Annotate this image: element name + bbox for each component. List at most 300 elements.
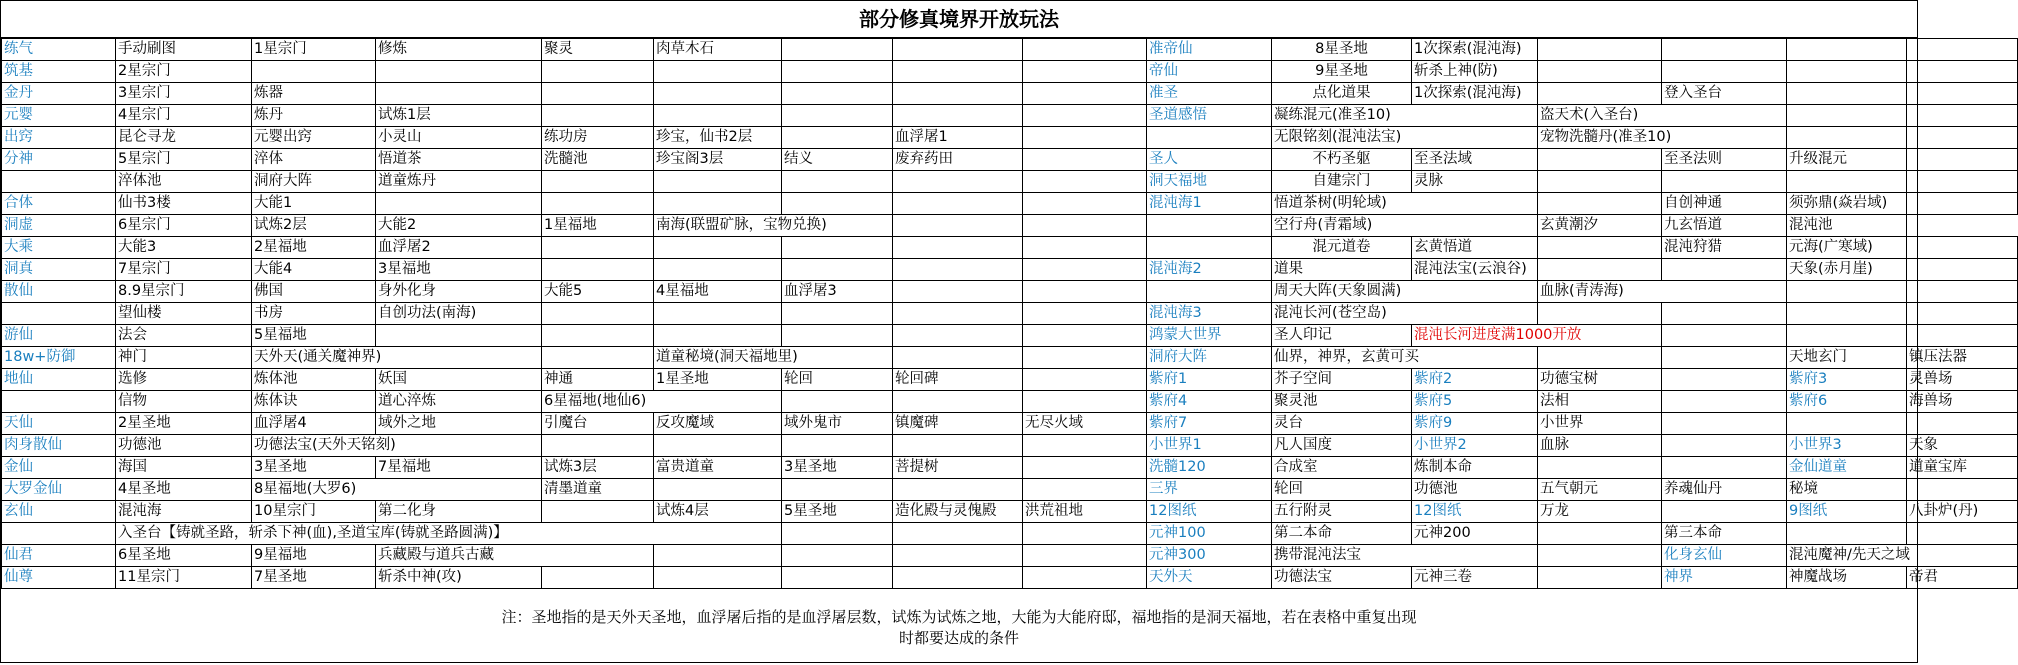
table-cell[interactable]: 1星圣地 bbox=[654, 369, 782, 391]
table-cell[interactable]: 试炼2层 bbox=[252, 215, 376, 237]
table-cell[interactable] bbox=[1023, 171, 1147, 193]
table-cell[interactable]: 肉身散仙 bbox=[2, 435, 116, 457]
table-cell[interactable]: 升级混元 bbox=[1787, 149, 1907, 171]
table-cell[interactable]: 混沌海2 bbox=[1147, 259, 1272, 281]
table-cell[interactable] bbox=[654, 193, 782, 215]
table-cell[interactable]: 灵兽场 bbox=[1907, 369, 2018, 391]
table-cell[interactable] bbox=[1023, 369, 1147, 391]
table-cell[interactable] bbox=[893, 545, 1023, 567]
table-cell[interactable] bbox=[1662, 413, 1787, 435]
table-cell[interactable] bbox=[1907, 171, 2018, 193]
table-cell[interactable]: 至圣法则 bbox=[1662, 149, 1787, 171]
table-cell[interactable]: 入圣台【铸就圣路，斩杀下神(血),圣道宝库(铸就圣路圆满)】 bbox=[116, 523, 782, 545]
table-cell[interactable]: 混沌池 bbox=[1787, 215, 1907, 237]
table-cell[interactable] bbox=[1538, 545, 1662, 567]
table-cell[interactable] bbox=[1662, 391, 1787, 413]
table-cell[interactable] bbox=[1787, 523, 1907, 545]
table-cell[interactable]: 金仙 bbox=[2, 457, 116, 479]
table-cell[interactable] bbox=[1907, 281, 2018, 303]
table-cell[interactable]: 3星圣地 bbox=[782, 457, 893, 479]
table-cell[interactable]: 小世界3 bbox=[1787, 435, 1907, 457]
table-cell[interactable]: 紫府3 bbox=[1787, 369, 1907, 391]
table-cell[interactable] bbox=[376, 193, 542, 215]
table-cell[interactable] bbox=[1023, 149, 1147, 171]
table-cell[interactable] bbox=[1538, 303, 1662, 325]
table-cell[interactable] bbox=[1023, 215, 1147, 237]
table-cell[interactable]: 元神300 bbox=[1147, 545, 1272, 567]
table-cell[interactable] bbox=[1023, 545, 1147, 567]
table-cell[interactable]: 9星圣地 bbox=[1272, 61, 1412, 83]
table-cell[interactable]: 小世界1 bbox=[1147, 435, 1272, 457]
table-cell[interactable] bbox=[654, 105, 782, 127]
table-cell[interactable] bbox=[2, 171, 116, 193]
table-cell[interactable] bbox=[654, 303, 782, 325]
table-cell[interactable]: 散仙 bbox=[2, 281, 116, 303]
table-cell[interactable]: 金仙道童 bbox=[1787, 457, 1907, 479]
table-cell[interactable] bbox=[654, 325, 782, 347]
table-cell[interactable] bbox=[1787, 281, 1907, 303]
table-cell[interactable] bbox=[1662, 61, 1787, 83]
table-cell[interactable]: 镇压法器 bbox=[1907, 347, 2018, 369]
table-cell[interactable]: 信物 bbox=[116, 391, 252, 413]
table-cell[interactable] bbox=[1538, 149, 1662, 171]
table-cell[interactable] bbox=[1538, 259, 1662, 281]
table-cell[interactable] bbox=[1787, 303, 1907, 325]
table-cell[interactable]: 元神100 bbox=[1147, 523, 1272, 545]
table-cell[interactable] bbox=[1907, 105, 2018, 127]
table-cell[interactable] bbox=[1023, 39, 1147, 61]
table-cell[interactable] bbox=[1662, 39, 1787, 61]
table-cell[interactable]: 空行舟(青霜域) bbox=[1272, 215, 1538, 237]
table-cell[interactable]: 凡人国度 bbox=[1272, 435, 1412, 457]
table-cell[interactable]: 九玄悟道 bbox=[1662, 215, 1787, 237]
table-cell[interactable] bbox=[1787, 325, 1907, 347]
table-cell[interactable] bbox=[1662, 259, 1787, 281]
table-cell[interactable] bbox=[1023, 61, 1147, 83]
table-cell[interactable] bbox=[542, 435, 654, 457]
table-cell[interactable] bbox=[893, 567, 1023, 589]
table-cell[interactable]: 第三本命 bbox=[1662, 523, 1787, 545]
table-cell[interactable]: 2星福地 bbox=[252, 237, 376, 259]
table-cell[interactable] bbox=[542, 259, 654, 281]
table-cell[interactable] bbox=[1907, 237, 2018, 259]
table-cell[interactable] bbox=[1538, 61, 1662, 83]
table-cell[interactable]: 1次探索(混沌海) bbox=[1412, 39, 1538, 61]
table-cell[interactable]: 至圣法域 bbox=[1412, 149, 1538, 171]
table-cell[interactable]: 准圣 bbox=[1147, 83, 1272, 105]
table-cell[interactable]: 海国 bbox=[116, 457, 252, 479]
table-cell[interactable]: 大乘 bbox=[2, 237, 116, 259]
table-cell[interactable] bbox=[893, 193, 1023, 215]
table-cell[interactable]: 域外之地 bbox=[376, 413, 542, 435]
table-cell[interactable]: 轮回 bbox=[782, 369, 893, 391]
table-cell[interactable] bbox=[1023, 347, 1147, 369]
table-cell[interactable]: 准帝仙 bbox=[1147, 39, 1272, 61]
table-cell[interactable] bbox=[1907, 303, 2018, 325]
table-cell[interactable] bbox=[1907, 127, 2018, 149]
table-cell[interactable]: 芥子空间 bbox=[1272, 369, 1412, 391]
table-cell[interactable] bbox=[782, 391, 893, 413]
table-cell[interactable]: 法相 bbox=[1538, 391, 1662, 413]
table-cell[interactable] bbox=[1662, 325, 1787, 347]
table-cell[interactable]: 修炼 bbox=[376, 39, 542, 61]
table-cell[interactable]: 6星宗门 bbox=[116, 215, 252, 237]
table-cell[interactable] bbox=[1787, 39, 1907, 61]
table-cell[interactable] bbox=[782, 479, 893, 501]
table-cell[interactable]: 3星圣地 bbox=[252, 457, 376, 479]
table-cell[interactable] bbox=[1907, 523, 2018, 545]
table-cell[interactable] bbox=[893, 479, 1023, 501]
table-cell[interactable]: 法会 bbox=[116, 325, 252, 347]
table-cell[interactable]: 炼丹 bbox=[252, 105, 376, 127]
table-cell[interactable]: 神界 bbox=[1662, 567, 1787, 589]
table-cell[interactable]: 功德池 bbox=[116, 435, 252, 457]
table-cell[interactable]: 镇魔碑 bbox=[893, 413, 1023, 435]
table-cell[interactable] bbox=[893, 523, 1023, 545]
table-cell[interactable] bbox=[1023, 435, 1147, 457]
table-cell[interactable]: 秘境 bbox=[1787, 479, 1907, 501]
table-cell[interactable] bbox=[1023, 303, 1147, 325]
table-cell[interactable]: 4星宗门 bbox=[116, 105, 252, 127]
table-cell[interactable] bbox=[782, 105, 893, 127]
table-cell[interactable]: 5星福地 bbox=[252, 325, 376, 347]
table-cell[interactable]: 域外鬼市 bbox=[782, 413, 893, 435]
table-cell[interactable]: 天象(赤月崖) bbox=[1787, 259, 1907, 281]
table-cell[interactable]: 废弃药田 bbox=[893, 149, 1023, 171]
table-cell[interactable] bbox=[1538, 567, 1662, 589]
table-cell[interactable]: 五气朝元 bbox=[1538, 479, 1662, 501]
table-cell[interactable]: 大能3 bbox=[116, 237, 252, 259]
table-cell[interactable]: 选修 bbox=[116, 369, 252, 391]
table-cell[interactable] bbox=[782, 171, 893, 193]
table-cell[interactable] bbox=[1538, 39, 1662, 61]
table-cell[interactable]: 珍宝阁3层 bbox=[654, 149, 782, 171]
table-cell[interactable] bbox=[542, 61, 654, 83]
table-cell[interactable] bbox=[1538, 523, 1662, 545]
table-cell[interactable] bbox=[782, 567, 893, 589]
table-cell[interactable]: 自创神通 bbox=[1662, 193, 1787, 215]
table-cell[interactable] bbox=[782, 61, 893, 83]
table-cell[interactable] bbox=[1907, 39, 2018, 61]
table-cell[interactable]: 试炼3层 bbox=[542, 457, 654, 479]
table-cell[interactable]: 道童炼丹 bbox=[376, 171, 542, 193]
table-cell[interactable] bbox=[1662, 171, 1787, 193]
table-cell[interactable] bbox=[1023, 127, 1147, 149]
table-cell[interactable]: 养魂仙丹 bbox=[1662, 479, 1787, 501]
table-cell[interactable]: 玄黄悟道 bbox=[1412, 237, 1538, 259]
table-cell[interactable] bbox=[654, 61, 782, 83]
table-cell[interactable]: 合成室 bbox=[1272, 457, 1412, 479]
table-cell[interactable] bbox=[1538, 171, 1662, 193]
table-cell[interactable] bbox=[542, 567, 654, 589]
table-cell[interactable]: 须弥鼎(焱岩域) bbox=[1787, 193, 1907, 215]
table-cell[interactable]: 神通 bbox=[542, 369, 654, 391]
table-cell[interactable]: 小灵山 bbox=[376, 127, 542, 149]
table-cell[interactable] bbox=[893, 391, 1023, 413]
table-cell[interactable]: 筑基 bbox=[2, 61, 116, 83]
table-cell[interactable]: 洞府大阵 bbox=[252, 171, 376, 193]
table-cell[interactable]: 12图纸 bbox=[1147, 501, 1272, 523]
table-cell[interactable] bbox=[2, 523, 116, 545]
table-cell[interactable]: 道童秘境(洞天福地里) bbox=[654, 347, 893, 369]
table-cell[interactable]: 炼体诀 bbox=[252, 391, 376, 413]
table-cell[interactable]: 紫府6 bbox=[1787, 391, 1907, 413]
table-cell[interactable] bbox=[654, 435, 782, 457]
table-cell[interactable] bbox=[542, 171, 654, 193]
table-cell[interactable]: 洞虚 bbox=[2, 215, 116, 237]
table-cell[interactable]: 宠物洗髓丹(准圣10) bbox=[1538, 127, 1787, 149]
table-cell[interactable]: 大罗金仙 bbox=[2, 479, 116, 501]
table-cell[interactable] bbox=[542, 83, 654, 105]
table-cell[interactable]: 洗髓池 bbox=[542, 149, 654, 171]
table-cell[interactable]: 轮回 bbox=[1272, 479, 1412, 501]
table-cell[interactable] bbox=[1023, 193, 1147, 215]
table-cell[interactable]: 6星圣地 bbox=[116, 545, 252, 567]
table-cell[interactable]: 功德法宝(天外天铭刻) bbox=[252, 435, 542, 457]
table-cell[interactable] bbox=[654, 237, 782, 259]
table-cell[interactable]: 7星圣地 bbox=[252, 567, 376, 589]
table-cell[interactable]: 造化殿与灵傀殿 bbox=[893, 501, 1023, 523]
table-cell[interactable] bbox=[1787, 127, 1907, 149]
table-cell[interactable] bbox=[782, 435, 893, 457]
table-cell[interactable]: 3星福地 bbox=[376, 259, 542, 281]
table-cell[interactable]: 混沌法宝(云浪谷) bbox=[1412, 259, 1538, 281]
table-cell[interactable]: 帝仙 bbox=[1147, 61, 1272, 83]
table-cell[interactable]: 血浮屠2 bbox=[376, 237, 542, 259]
table-cell[interactable]: 聚灵 bbox=[542, 39, 654, 61]
table-cell[interactable] bbox=[1023, 237, 1147, 259]
table-cell[interactable]: 大能4 bbox=[252, 259, 376, 281]
table-cell[interactable]: 8.9星宗门 bbox=[116, 281, 252, 303]
table-cell[interactable]: 妖国 bbox=[376, 369, 542, 391]
table-cell[interactable]: 天象 bbox=[1907, 435, 2018, 457]
table-cell[interactable] bbox=[1662, 347, 1787, 369]
table-cell[interactable] bbox=[893, 83, 1023, 105]
table-cell[interactable] bbox=[542, 237, 654, 259]
table-cell[interactable]: 血脉 bbox=[1538, 435, 1662, 457]
table-cell[interactable]: 富贵道童 bbox=[654, 457, 782, 479]
table-cell[interactable]: 紫府1 bbox=[1147, 369, 1272, 391]
table-cell[interactable]: 灵脉 bbox=[1412, 171, 1538, 193]
table-cell[interactable]: 炼体池 bbox=[252, 369, 376, 391]
table-cell[interactable]: 8星福地(大罗6) bbox=[252, 479, 542, 501]
table-cell[interactable]: 血脉(青涛海) bbox=[1538, 281, 1787, 303]
table-cell[interactable]: 游仙 bbox=[2, 325, 116, 347]
table-cell[interactable]: 道童宝库 bbox=[1907, 457, 2018, 479]
table-cell[interactable] bbox=[893, 303, 1023, 325]
table-cell[interactable] bbox=[1023, 325, 1147, 347]
table-cell[interactable] bbox=[1147, 215, 1272, 237]
table-cell[interactable] bbox=[1662, 303, 1787, 325]
table-cell[interactable]: 道果 bbox=[1272, 259, 1412, 281]
table-cell[interactable] bbox=[542, 347, 654, 369]
table-cell[interactable]: 分神 bbox=[2, 149, 116, 171]
table-cell[interactable]: 9星福地 bbox=[252, 545, 376, 567]
table-cell[interactable] bbox=[782, 259, 893, 281]
table-cell[interactable]: 4星圣地 bbox=[116, 479, 252, 501]
table-cell[interactable]: 天外天(通关魔神界) bbox=[252, 347, 542, 369]
table-cell[interactable]: 望仙楼 bbox=[116, 303, 252, 325]
table-cell[interactable] bbox=[893, 215, 1023, 237]
table-cell[interactable] bbox=[893, 325, 1023, 347]
table-cell[interactable]: 五行附灵 bbox=[1272, 501, 1412, 523]
table-cell[interactable] bbox=[1787, 61, 1907, 83]
table-cell[interactable]: 混沌海1 bbox=[1147, 193, 1272, 215]
table-cell[interactable]: 紫府9 bbox=[1412, 413, 1538, 435]
table-cell[interactable]: 6星福地(地仙6) bbox=[542, 391, 782, 413]
table-cell[interactable]: 反攻魔域 bbox=[654, 413, 782, 435]
table-cell[interactable]: 周天大阵(天象圆满) bbox=[1272, 281, 1538, 303]
table-cell[interactable]: 帝君 bbox=[1907, 567, 2018, 589]
table-cell[interactable]: 8星圣地 bbox=[1272, 39, 1412, 61]
table-cell[interactable]: 佛国 bbox=[252, 281, 376, 303]
table-cell[interactable]: 洪荒祖地 bbox=[1023, 501, 1147, 523]
table-cell[interactable]: 玄黄潮汐 bbox=[1538, 215, 1662, 237]
table-cell[interactable] bbox=[782, 83, 893, 105]
table-cell[interactable]: 金丹 bbox=[2, 83, 116, 105]
table-cell[interactable]: 大能1 bbox=[252, 193, 376, 215]
table-cell[interactable] bbox=[1538, 83, 1662, 105]
table-cell[interactable]: 仙尊 bbox=[2, 567, 116, 589]
table-cell[interactable] bbox=[893, 171, 1023, 193]
table-cell[interactable]: 洞天福地 bbox=[1147, 171, 1272, 193]
table-cell[interactable]: 11星宗门 bbox=[116, 567, 252, 589]
table-cell[interactable]: 结义 bbox=[782, 149, 893, 171]
table-cell[interactable]: 炼器 bbox=[252, 83, 376, 105]
table-cell[interactable] bbox=[1023, 259, 1147, 281]
table-cell[interactable] bbox=[2, 303, 116, 325]
table-cell[interactable] bbox=[1147, 127, 1272, 149]
table-cell[interactable] bbox=[1662, 457, 1787, 479]
table-cell[interactable] bbox=[1147, 237, 1272, 259]
table-cell[interactable] bbox=[1023, 391, 1147, 413]
table-cell[interactable] bbox=[1907, 61, 2018, 83]
table-cell[interactable]: 试炼4层 bbox=[654, 501, 782, 523]
table-cell[interactable] bbox=[1538, 237, 1662, 259]
table-cell[interactable] bbox=[893, 105, 1023, 127]
table-cell[interactable]: 小世界 bbox=[1538, 413, 1662, 435]
table-cell[interactable]: 鸿蒙大世界 bbox=[1147, 325, 1272, 347]
table-cell[interactable]: 盗天术(入圣台) bbox=[1538, 105, 1787, 127]
table-cell[interactable] bbox=[654, 171, 782, 193]
table-cell[interactable]: 7星宗门 bbox=[116, 259, 252, 281]
table-cell[interactable]: 南海(联盟矿脉，宝物兑换) bbox=[654, 215, 893, 237]
table-cell[interactable]: 4星福地 bbox=[654, 281, 782, 303]
table-cell[interactable] bbox=[542, 105, 654, 127]
table-cell[interactable]: 功德法宝 bbox=[1272, 567, 1412, 589]
table-cell[interactable]: 天仙 bbox=[2, 413, 116, 435]
table-cell[interactable]: 点化道果 bbox=[1272, 83, 1412, 105]
table-cell[interactable]: 携带混沌法宝 bbox=[1272, 545, 1538, 567]
table-cell[interactable]: 自建宗门 bbox=[1272, 171, 1412, 193]
table-cell[interactable]: 血浮屠1 bbox=[893, 127, 1023, 149]
table-cell[interactable] bbox=[1023, 479, 1147, 501]
table-cell[interactable]: 无限铭刻(混沌法宝) bbox=[1272, 127, 1538, 149]
table-cell[interactable]: 无尽火域 bbox=[1023, 413, 1147, 435]
table-cell[interactable]: 地仙 bbox=[2, 369, 116, 391]
table-cell[interactable] bbox=[1907, 479, 2018, 501]
table-cell[interactable]: 天外天 bbox=[1147, 567, 1272, 589]
table-cell[interactable]: 灵台 bbox=[1272, 413, 1412, 435]
table-cell[interactable] bbox=[654, 545, 782, 567]
table-cell[interactable]: 清墨道童 bbox=[542, 479, 654, 501]
table-cell[interactable]: 出窍 bbox=[2, 127, 116, 149]
table-cell[interactable]: 神门 bbox=[116, 347, 252, 369]
table-cell[interactable] bbox=[1023, 457, 1147, 479]
table-cell[interactable]: 引魔台 bbox=[542, 413, 654, 435]
table-cell[interactable] bbox=[1787, 83, 1907, 105]
table-cell[interactable]: 神魔战场 bbox=[1787, 567, 1907, 589]
table-cell[interactable]: 悟道茶 bbox=[376, 149, 542, 171]
table-cell[interactable]: 1星宗门 bbox=[252, 39, 376, 61]
table-cell[interactable] bbox=[1538, 193, 1662, 215]
table-cell[interactable] bbox=[1907, 193, 2018, 215]
table-cell[interactable]: 3星宗门 bbox=[116, 83, 252, 105]
table-cell[interactable]: 1星福地 bbox=[542, 215, 654, 237]
table-cell[interactable]: 仙书3楼 bbox=[116, 193, 252, 215]
table-cell[interactable]: 18w+防御 bbox=[2, 347, 116, 369]
table-cell[interactable] bbox=[654, 83, 782, 105]
table-cell[interactable] bbox=[1662, 369, 1787, 391]
table-cell[interactable]: 珍宝，仙书2层 bbox=[654, 127, 782, 149]
table-cell[interactable]: 书房 bbox=[252, 303, 376, 325]
table-cell[interactable]: 5星圣地 bbox=[782, 501, 893, 523]
table-cell[interactable]: 万龙 bbox=[1538, 501, 1662, 523]
table-cell[interactable]: 混沌海 bbox=[116, 501, 252, 523]
table-cell[interactable] bbox=[782, 325, 893, 347]
table-cell[interactable]: 混沌长河进度满1000开放 bbox=[1412, 325, 1662, 347]
table-cell[interactable]: 混元道卷 bbox=[1272, 237, 1412, 259]
table-cell[interactable]: 淬体 bbox=[252, 149, 376, 171]
table-cell[interactable]: 洞真 bbox=[2, 259, 116, 281]
table-cell[interactable]: 玄仙 bbox=[2, 501, 116, 523]
table-cell[interactable] bbox=[893, 435, 1023, 457]
table-cell[interactable] bbox=[893, 259, 1023, 281]
table-cell[interactable]: 血浮屠3 bbox=[782, 281, 893, 303]
table-cell[interactable]: 洞府大阵 bbox=[1147, 347, 1272, 369]
table-cell[interactable] bbox=[1907, 149, 2018, 171]
table-cell[interactable]: 大能2 bbox=[376, 215, 542, 237]
table-cell[interactable] bbox=[654, 479, 782, 501]
table-cell[interactable]: 化身玄仙 bbox=[1662, 545, 1787, 567]
table-cell[interactable] bbox=[893, 61, 1023, 83]
table-cell[interactable]: 元神三卷 bbox=[1412, 567, 1538, 589]
table-cell[interactable] bbox=[1023, 105, 1147, 127]
table-cell[interactable]: 圣道感悟 bbox=[1147, 105, 1272, 127]
table-cell[interactable] bbox=[1907, 325, 2018, 347]
table-cell[interactable]: 混沌狩猎 bbox=[1662, 237, 1787, 259]
table-cell[interactable] bbox=[376, 83, 542, 105]
table-cell[interactable]: 紫府4 bbox=[1147, 391, 1272, 413]
table-cell[interactable]: 天地玄门 bbox=[1787, 347, 1907, 369]
table-cell[interactable]: 肉草木石 bbox=[654, 39, 782, 61]
table-cell[interactable] bbox=[782, 523, 893, 545]
table-cell[interactable]: 5星宗门 bbox=[116, 149, 252, 171]
table-cell[interactable] bbox=[782, 303, 893, 325]
table-cell[interactable] bbox=[1023, 281, 1147, 303]
table-cell[interactable] bbox=[2, 391, 116, 413]
table-cell[interactable]: 菩提树 bbox=[893, 457, 1023, 479]
table-cell[interactable]: 仙君 bbox=[2, 545, 116, 567]
table-cell[interactable] bbox=[1787, 105, 1907, 127]
table-cell[interactable]: 昆仑寻龙 bbox=[116, 127, 252, 149]
table-cell[interactable] bbox=[542, 501, 654, 523]
table-cell[interactable] bbox=[376, 325, 542, 347]
table-cell[interactable]: 自创功法(南海) bbox=[376, 303, 542, 325]
table-cell[interactable]: 合体 bbox=[2, 193, 116, 215]
table-cell[interactable]: 圣人 bbox=[1147, 149, 1272, 171]
table-cell[interactable] bbox=[1787, 171, 1907, 193]
